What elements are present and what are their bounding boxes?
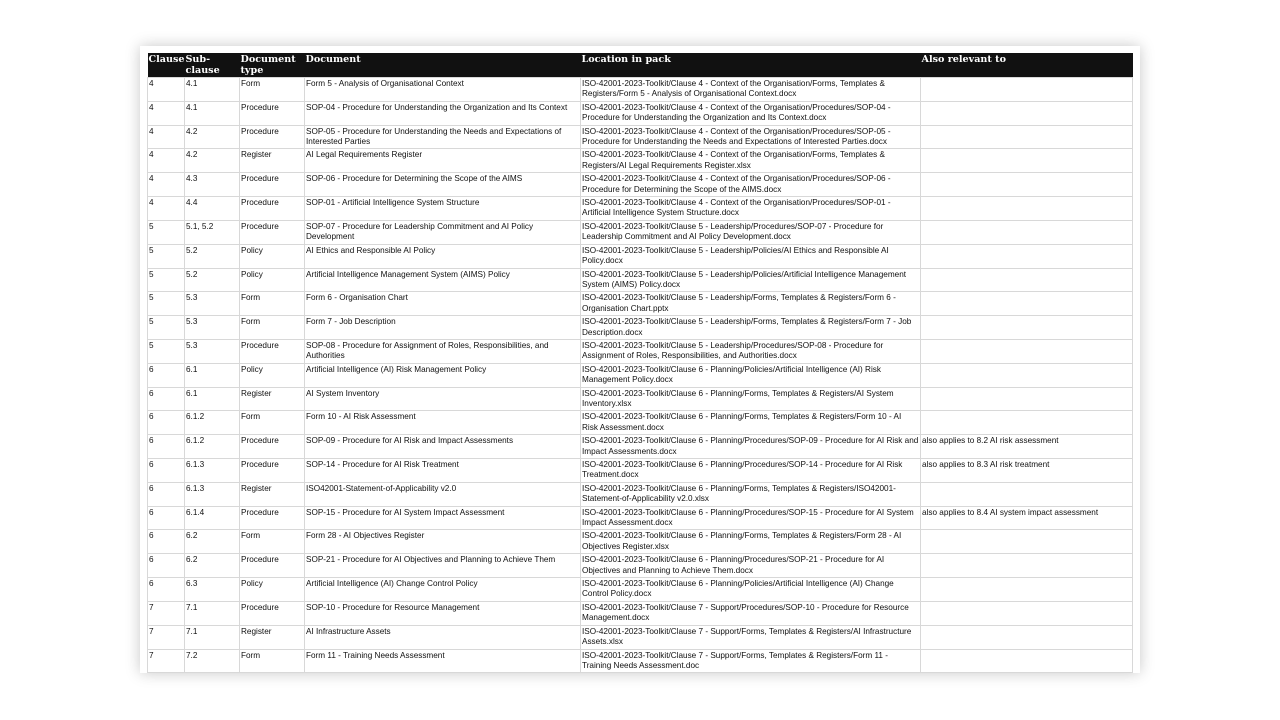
document-type-cell: Policy bbox=[240, 268, 305, 292]
location-cell: ISO-42001-2023-Toolkit/Clause 7 - Support/Forms, Templates & Registers/AI Infrastructure Assets.xlsx bbox=[581, 625, 921, 649]
clause-cell: 7 bbox=[148, 625, 185, 649]
document-type-cell: Procedure bbox=[240, 125, 305, 149]
table-row bbox=[148, 292, 1133, 316]
also-relevant-cell bbox=[921, 197, 1133, 221]
document-cell: Form 28 - AI Objectives Register bbox=[305, 530, 581, 554]
document-type-cell: Policy bbox=[240, 244, 305, 268]
document-cell: SOP-14 - Procedure for AI Risk Treatment bbox=[305, 459, 581, 483]
header-clause: Clause bbox=[148, 53, 185, 78]
document-type-cell: Procedure bbox=[240, 101, 305, 125]
table-row bbox=[148, 649, 1133, 673]
document-cell: Artificial Intelligence Management System (AIMS) Policy bbox=[305, 268, 581, 292]
table-row bbox=[148, 601, 1133, 625]
document-type-cell: Register bbox=[240, 149, 305, 173]
clause-cell: 4 bbox=[148, 101, 185, 125]
table-row bbox=[148, 387, 1133, 411]
table-row bbox=[148, 173, 1133, 197]
table-row bbox=[148, 459, 1133, 483]
document-cell: Artificial Intelligence (AI) Risk Management Policy bbox=[305, 363, 581, 387]
table-row bbox=[148, 149, 1133, 173]
document-cell: SOP-10 - Procedure for Resource Management bbox=[305, 601, 581, 625]
also-relevant-cell bbox=[921, 387, 1133, 411]
table-row bbox=[148, 482, 1133, 506]
document-cell: Form 6 - Organisation Chart bbox=[305, 292, 581, 316]
document-type-cell: Procedure bbox=[240, 459, 305, 483]
sub-clause-cell: 4.4 bbox=[185, 197, 240, 221]
sub-clause-cell: 4.2 bbox=[185, 149, 240, 173]
table-row bbox=[148, 625, 1133, 649]
clause-cell: 6 bbox=[148, 459, 185, 483]
location-cell: ISO-42001-2023-Toolkit/Clause 5 - Leadership/Forms, Templates & Registers/Form 6 - Organisation Chart.pptx bbox=[581, 292, 921, 316]
sub-clause-cell: 5.3 bbox=[185, 339, 240, 363]
document-cell: Artificial Intelligence (AI) Change Control Policy bbox=[305, 578, 581, 602]
document-type-cell: Procedure bbox=[240, 506, 305, 530]
document-cell: SOP-06 - Procedure for Determining the Scope of the AIMS bbox=[305, 173, 581, 197]
document-type-cell: Procedure bbox=[240, 220, 305, 244]
sub-clause-cell: 6.3 bbox=[185, 578, 240, 602]
document-cell: SOP-05 - Procedure for Understanding the Needs and Expectations of Interested Parties bbox=[305, 125, 581, 149]
header-document-type: Document type bbox=[240, 53, 305, 78]
document-cell: SOP-04 - Procedure for Understanding the Organization and Its Context bbox=[305, 101, 581, 125]
table-body bbox=[148, 78, 1133, 673]
table-header-row bbox=[148, 53, 1133, 78]
document-cell: Form 5 - Analysis of Organisational Context bbox=[305, 78, 581, 102]
sub-clause-cell: 6.1.4 bbox=[185, 506, 240, 530]
also-relevant-cell bbox=[921, 601, 1133, 625]
document-index-table bbox=[147, 53, 1133, 673]
table-row bbox=[148, 220, 1133, 244]
location-cell: ISO-42001-2023-Toolkit/Clause 4 - Context of the Organisation/Procedures/SOP-04 - Procedure for Understanding the Organization and Its Context.docx bbox=[581, 101, 921, 125]
document-cell: SOP-21 - Procedure for AI Objectives and Planning to Achieve Them bbox=[305, 554, 581, 578]
also-relevant-cell: also applies to 8.2 AI risk assessment bbox=[921, 435, 1133, 459]
also-relevant-cell bbox=[921, 363, 1133, 387]
document-type-cell: Form bbox=[240, 78, 305, 102]
clause-cell: 4 bbox=[148, 125, 185, 149]
header-document: Document bbox=[305, 53, 581, 78]
location-cell: ISO-42001-2023-Toolkit/Clause 6 - Planning/Policies/Artificial Intelligence (AI) Change Control Policy.docx bbox=[581, 578, 921, 602]
sub-clause-cell: 4.2 bbox=[185, 125, 240, 149]
table-row bbox=[148, 197, 1133, 221]
location-cell: ISO-42001-2023-Toolkit/Clause 5 - Leadership/Policies/Artificial Intelligence Management System (AIMS) Policy.docx bbox=[581, 268, 921, 292]
clause-cell: 6 bbox=[148, 482, 185, 506]
clause-cell: 7 bbox=[148, 601, 185, 625]
location-cell: ISO-42001-2023-Toolkit/Clause 4 - Context of the Organisation/Procedures/SOP-06 - Procedure for Determining the Scope of the AIMS.docx bbox=[581, 173, 921, 197]
document-cell: SOP-15 - Procedure for AI System Impact Assessment bbox=[305, 506, 581, 530]
sub-clause-cell: 6.2 bbox=[185, 530, 240, 554]
also-relevant-cell bbox=[921, 339, 1133, 363]
table-row bbox=[148, 578, 1133, 602]
sub-clause-cell: 5.2 bbox=[185, 268, 240, 292]
document-type-cell: Form bbox=[240, 649, 305, 673]
clause-cell: 5 bbox=[148, 268, 185, 292]
location-cell: ISO-42001-2023-Toolkit/Clause 6 - Planning/Forms, Templates & Registers/AI System Inventory.xlsx bbox=[581, 387, 921, 411]
document-cell: Form 7 - Job Description bbox=[305, 316, 581, 340]
location-cell: ISO-42001-2023-Toolkit/Clause 4 - Context of the Organisation/Forms, Templates & Registers/AI Legal Requirements Register.xlsx bbox=[581, 149, 921, 173]
document-type-cell: Register bbox=[240, 387, 305, 411]
sub-clause-cell: 6.1.3 bbox=[185, 459, 240, 483]
location-cell: ISO-42001-2023-Toolkit/Clause 6 - Planning/Policies/Artificial Intelligence (AI) Risk Management Policy.docx bbox=[581, 363, 921, 387]
document-cell: AI Ethics and Responsible AI Policy bbox=[305, 244, 581, 268]
also-relevant-cell bbox=[921, 149, 1133, 173]
also-relevant-cell bbox=[921, 78, 1133, 102]
clause-cell: 6 bbox=[148, 530, 185, 554]
table-row bbox=[148, 411, 1133, 435]
document-type-cell: Policy bbox=[240, 363, 305, 387]
document-cell: ISO42001-Statement-of-Applicability v2.0 bbox=[305, 482, 581, 506]
location-cell: ISO-42001-2023-Toolkit/Clause 7 - Support/Forms, Templates & Registers/Form 11 - Training Needs Assessment.doc bbox=[581, 649, 921, 673]
document-cell: SOP-07 - Procedure for Leadership Commitment and AI Policy Development bbox=[305, 220, 581, 244]
location-cell: ISO-42001-2023-Toolkit/Clause 5 - Leadership/Policies/AI Ethics and Responsible AI Policy.docx bbox=[581, 244, 921, 268]
also-relevant-cell: also applies to 8.4 AI system impact assessment bbox=[921, 506, 1133, 530]
also-relevant-cell bbox=[921, 482, 1133, 506]
also-relevant-cell bbox=[921, 268, 1133, 292]
header-sub-clause: Sub-clause bbox=[185, 53, 240, 78]
location-cell: ISO-42001-2023-Toolkit/Clause 4 - Context of the Organisation/Procedures/SOP-01 - Artificial Intelligence System Structure.docx bbox=[581, 197, 921, 221]
location-cell: ISO-42001-2023-Toolkit/Clause 6 - Planning/Procedures/SOP-15 - Procedure for AI System Impact Assessment.docx bbox=[581, 506, 921, 530]
location-cell: ISO-42001-2023-Toolkit/Clause 6 - Planning/Forms, Templates & Registers/Form 28 - AI Objectives Register.xlsx bbox=[581, 530, 921, 554]
sub-clause-cell: 6.1.3 bbox=[185, 482, 240, 506]
document-type-cell: Register bbox=[240, 482, 305, 506]
header-location-in-pack: Location in pack bbox=[581, 53, 921, 78]
document-type-cell: Form bbox=[240, 316, 305, 340]
document-cell: SOP-08 - Procedure for Assignment of Roles, Responsibilities, and Authorities bbox=[305, 339, 581, 363]
document-type-cell: Form bbox=[240, 411, 305, 435]
clause-cell: 6 bbox=[148, 387, 185, 411]
location-cell: ISO-42001-2023-Toolkit/Clause 5 - Leadership/Procedures/SOP-08 - Procedure for Assignment of Roles, Responsibilities, and Authorities.docx bbox=[581, 339, 921, 363]
clause-cell: 6 bbox=[148, 578, 185, 602]
document-type-cell: Procedure bbox=[240, 197, 305, 221]
document-cell: Form 11 - Training Needs Assessment bbox=[305, 649, 581, 673]
also-relevant-cell bbox=[921, 101, 1133, 125]
document-cell: Form 10 - AI Risk Assessment bbox=[305, 411, 581, 435]
table-row bbox=[148, 101, 1133, 125]
document-type-cell: Procedure bbox=[240, 601, 305, 625]
document-cell: AI Legal Requirements Register bbox=[305, 149, 581, 173]
document-type-cell: Procedure bbox=[240, 554, 305, 578]
also-relevant-cell bbox=[921, 554, 1133, 578]
table-row bbox=[148, 339, 1133, 363]
location-cell: ISO-42001-2023-Toolkit/Clause 6 - Planning/Procedures/SOP-21 - Procedure for AI Objectives and Planning to Achieve Them.docx bbox=[581, 554, 921, 578]
clause-cell: 6 bbox=[148, 411, 185, 435]
document-cell: AI Infrastructure Assets bbox=[305, 625, 581, 649]
clause-cell: 5 bbox=[148, 339, 185, 363]
sub-clause-cell: 6.1.2 bbox=[185, 411, 240, 435]
table-row bbox=[148, 530, 1133, 554]
document-cell: SOP-01 - Artificial Intelligence System Structure bbox=[305, 197, 581, 221]
table-row bbox=[148, 363, 1133, 387]
sub-clause-cell: 6.2 bbox=[185, 554, 240, 578]
clause-cell: 4 bbox=[148, 78, 185, 102]
document-cell: SOP-09 - Procedure for AI Risk and Impact Assessments bbox=[305, 435, 581, 459]
location-cell: ISO-42001-2023-Toolkit/Clause 6 - Planning/Forms, Templates & Registers/ISO42001-Statement-of-Applicability v2.0.xlsx bbox=[581, 482, 921, 506]
document-type-cell: Procedure bbox=[240, 173, 305, 197]
also-relevant-cell bbox=[921, 316, 1133, 340]
sub-clause-cell: 5.3 bbox=[185, 316, 240, 340]
document-type-cell: Procedure bbox=[240, 435, 305, 459]
location-cell: ISO-42001-2023-Toolkit/Clause 5 - Leadership/Procedures/SOP-07 - Procedure for Leadership Commitment and AI Policy Development.docx bbox=[581, 220, 921, 244]
clause-cell: 5 bbox=[148, 292, 185, 316]
sub-clause-cell: 5.2 bbox=[185, 244, 240, 268]
sub-clause-cell: 6.1 bbox=[185, 363, 240, 387]
table-row bbox=[148, 435, 1133, 459]
header-also-relevant-to: Also relevant to bbox=[921, 53, 1133, 78]
sub-clause-cell: 7.1 bbox=[185, 601, 240, 625]
document-type-cell: Form bbox=[240, 530, 305, 554]
sub-clause-cell: 7.2 bbox=[185, 649, 240, 673]
clause-cell: 6 bbox=[148, 363, 185, 387]
also-relevant-cell bbox=[921, 244, 1133, 268]
table-row bbox=[148, 125, 1133, 149]
sub-clause-cell: 6.1.2 bbox=[185, 435, 240, 459]
sub-clause-cell: 6.1 bbox=[185, 387, 240, 411]
sub-clause-cell: 4.1 bbox=[185, 101, 240, 125]
also-relevant-cell bbox=[921, 411, 1133, 435]
document-type-cell: Procedure bbox=[240, 339, 305, 363]
clause-cell: 6 bbox=[148, 435, 185, 459]
location-cell: ISO-42001-2023-Toolkit/Clause 6 - Planning/Forms, Templates & Registers/Form 10 - AI Risk Assessment.docx bbox=[581, 411, 921, 435]
document-cell: AI System Inventory bbox=[305, 387, 581, 411]
table-row bbox=[148, 506, 1133, 530]
clause-cell: 5 bbox=[148, 244, 185, 268]
location-cell: ISO-42001-2023-Toolkit/Clause 4 - Context of the Organisation/Forms, Templates & Registers/Form 5 - Analysis of Organisational Context.docx bbox=[581, 78, 921, 102]
document-type-cell: Register bbox=[240, 625, 305, 649]
sub-clause-cell: 4.3 bbox=[185, 173, 240, 197]
document-type-cell: Form bbox=[240, 292, 305, 316]
clause-cell: 4 bbox=[148, 197, 185, 221]
clause-cell: 4 bbox=[148, 173, 185, 197]
sub-clause-cell: 4.1 bbox=[185, 78, 240, 102]
location-cell: ISO-42001-2023-Toolkit/Clause 6 - Planning/Procedures/SOP-14 - Procedure for AI Risk Treatment.docx bbox=[581, 459, 921, 483]
also-relevant-cell: also applies to 8.3 AI risk treatment bbox=[921, 459, 1133, 483]
also-relevant-cell bbox=[921, 125, 1133, 149]
also-relevant-cell bbox=[921, 292, 1133, 316]
clause-cell: 5 bbox=[148, 220, 185, 244]
clause-cell: 7 bbox=[148, 649, 185, 673]
also-relevant-cell bbox=[921, 649, 1133, 673]
also-relevant-cell bbox=[921, 530, 1133, 554]
location-cell: ISO-42001-2023-Toolkit/Clause 6 - Planning/Procedures/SOP-09 - Procedure for AI Risk and Impact Assessments.docx bbox=[581, 435, 921, 459]
clause-cell: 5 bbox=[148, 316, 185, 340]
document-type-cell: Policy bbox=[240, 578, 305, 602]
table-row bbox=[148, 316, 1133, 340]
also-relevant-cell bbox=[921, 220, 1133, 244]
also-relevant-cell bbox=[921, 173, 1133, 197]
table-row bbox=[148, 554, 1133, 578]
also-relevant-cell bbox=[921, 578, 1133, 602]
location-cell: ISO-42001-2023-Toolkit/Clause 5 - Leadership/Forms, Templates & Registers/Form 7 - Job Description.docx bbox=[581, 316, 921, 340]
location-cell: ISO-42001-2023-Toolkit/Clause 7 - Support/Procedures/SOP-10 - Procedure for Resource Management.docx bbox=[581, 601, 921, 625]
also-relevant-cell bbox=[921, 625, 1133, 649]
sub-clause-cell: 7.1 bbox=[185, 625, 240, 649]
table-row bbox=[148, 78, 1133, 102]
location-cell: ISO-42001-2023-Toolkit/Clause 4 - Context of the Organisation/Procedures/SOP-05 - Procedure for Understanding the Needs and Expectations of Interested Parties.docx bbox=[581, 125, 921, 149]
sub-clause-cell: 5.1, 5.2 bbox=[185, 220, 240, 244]
sub-clause-cell: 5.3 bbox=[185, 292, 240, 316]
clause-cell: 6 bbox=[148, 554, 185, 578]
table-row bbox=[148, 268, 1133, 292]
clause-cell: 6 bbox=[148, 506, 185, 530]
document-page bbox=[140, 46, 1140, 673]
table-row bbox=[148, 244, 1133, 268]
clause-cell: 4 bbox=[148, 149, 185, 173]
